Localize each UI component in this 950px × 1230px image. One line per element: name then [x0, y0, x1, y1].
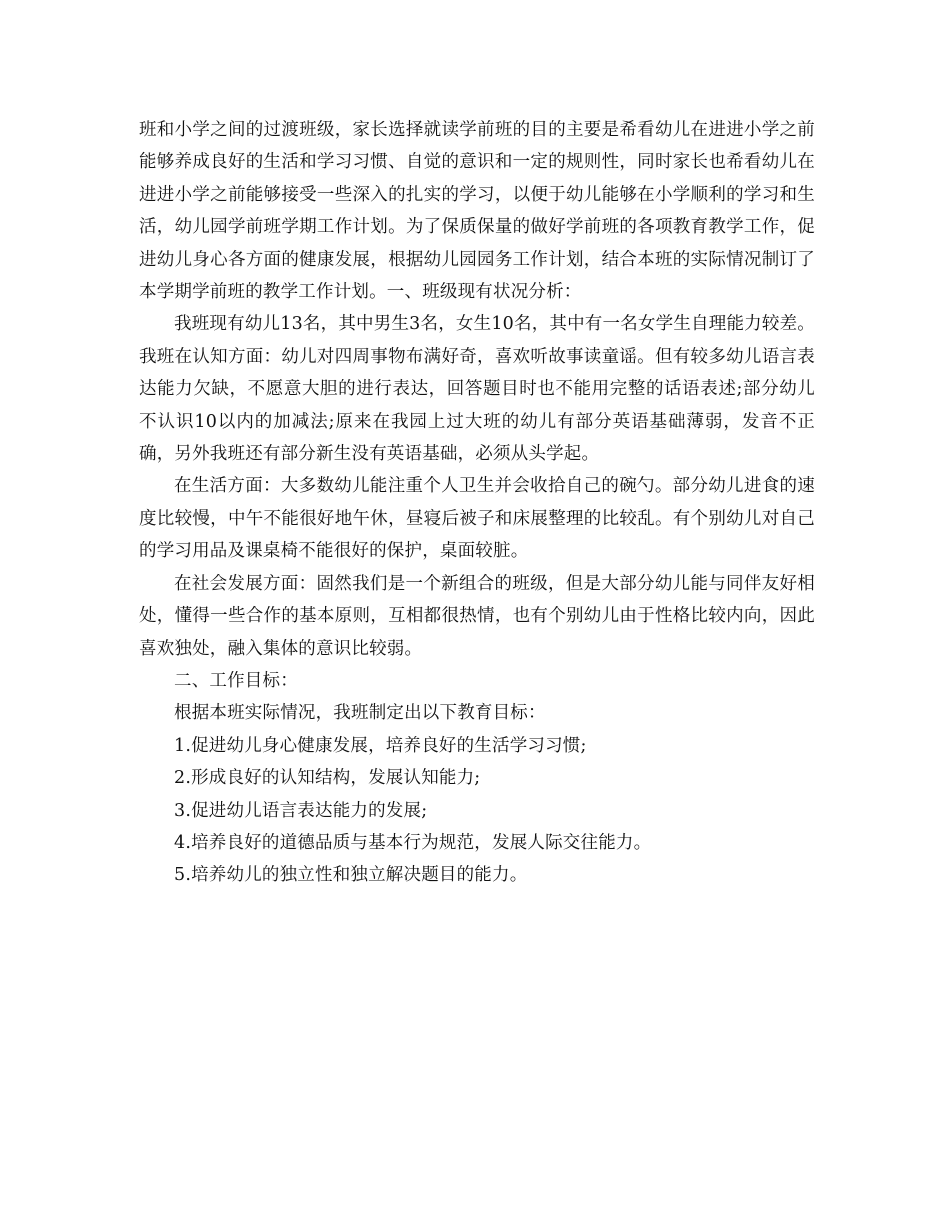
document-body — [139, 114, 815, 892]
goal-item: 4.培养良好的道德品质与基本行为规范，发展人际交往能力。 — [174, 832, 652, 853]
goal-item: 5.培养幼儿的独立性和独立解决题目的能力。 — [174, 865, 528, 886]
goal-item: 3.促进幼儿语言表达能力的发展; — [174, 800, 428, 821]
goal-item: 2.形成良好的认知结构，发展认知能力; — [174, 768, 481, 789]
goal-item: 1.促进幼儿身心健康发展，培养良好的生活学习习惯; — [174, 735, 587, 756]
section-heading-goals: 二、工作目标： — [174, 670, 298, 691]
paragraph-intro: 班和小学之间的过渡班级，家长选择就读学前班的目的主要是希看幼儿在进进小学之前能够养成良好的生活和学习习惯、自觉的意识和一定的规则性，同时家长也希看幼儿在进进小学之前能够接受一些深入的扎实的学习，以便于幼儿能够在小学顺利的学习和生活，幼儿园学前班学期工作计划。为了保质保量的做好学前班的各项教育教学工作，促进幼儿身心各方面的健康发展，根据幼儿园园务工作计划，结合本班的实际情况制订了本学期学前班的教学工作计划。一、班级现有状况分析： — [139, 120, 815, 303]
goals-intro: 根据本班实际情况，我班制定出以下教育目标： — [174, 703, 546, 724]
paragraph-social-aspect: 在社会发展方面：固然我们是一个新组合的班级，但是大部分幼儿能与同伴友好相处，懂得一些合作的基本原则，互相都很热情，也有个别幼儿由于性格比较内向，因此喜欢独处，融入集体的意识比较弱。 — [139, 573, 815, 659]
paragraph-class-status: 我班现有幼儿13名，其中男生3名，女生10名，其中有一名女学生自理能力较差。我班在认知方面：幼儿对四周事物布满好奇，喜欢听故事读童谣。但有较多幼儿语言表达能力欠缺，不愿意大胆的进行表达，回答题目时也不能用完整的话语表述;部分幼儿不认识10以内的加减法;原来在我园上过大班的幼儿有部分英语基础薄弱，发音不正确，另外我班还有部分新生没有英语基础，必须从头学起。 — [139, 314, 815, 465]
paragraph-life-aspect: 在生活方面：大多数幼儿能注重个人卫生并会收拾自己的碗勺。部分幼儿进食的速度比较慢，中午不能很好地午休，昼寝后被子和床展整理的比较乱。有个别幼儿对自己的学习用品及课桌椅不能很好的保护，桌面较脏。 — [139, 476, 815, 562]
